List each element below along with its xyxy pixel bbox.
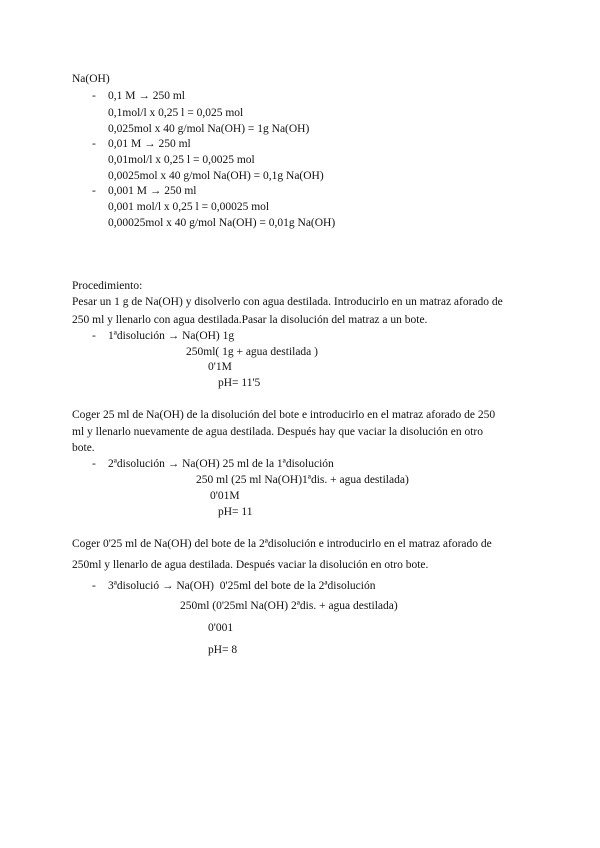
list-item-line: 0,01mol/l x 0,25 l = 0,0025 mol — [108, 154, 255, 166]
list-bullet: - — [92, 330, 96, 342]
dissolution-detail: 250ml (0'25ml Na(OH) 2ªdis. + agua destilada) — [180, 600, 398, 612]
paragraph-line: 250 ml y llenarlo con agua destilada.Pasar la disolución del matraz a un bote. — [72, 314, 428, 326]
ph-value: pH= 8 — [208, 644, 238, 656]
ph-value: pH= 11'5 — [218, 377, 261, 389]
list-bullet: - — [92, 90, 96, 102]
list-bullet: - — [92, 580, 96, 592]
procedure-title: Procedimiento: — [72, 280, 143, 292]
dissolution-detail: 250ml( 1g + agua destilada ) — [186, 346, 318, 358]
paragraph-line: ml y llenarlo nuevamente de agua destilada. Después hay que vaciar la disolución en otro — [72, 426, 483, 438]
ph-value: pH= 11 — [218, 506, 253, 518]
paragraph-line: Coger 0'25 ml de Na(OH) del bote de la 2ªdisolución e introducirlo en el matraz aforado de — [72, 538, 492, 550]
dissolution-title: 3ªdisolució → Na(OH) 0'25ml del bote de la 2ªdisolución — [108, 580, 376, 592]
dissolution-title: 1ªdisolución → Na(OH) 1g — [108, 330, 235, 342]
concentration-value: 0'1M — [208, 361, 232, 373]
dissolution-title: 2ªdisolución → Na(OH) 25 ml de la 1ªdisolución — [108, 458, 334, 470]
dissolution-detail: 250 ml (25 ml Na(OH)1ªdis. + agua destilada) — [196, 474, 409, 486]
list-item-line: 0,001 mol/l x 0,25 l = 0,00025 mol — [108, 201, 270, 213]
list-item-title: 0,01 M → 250 ml — [108, 138, 191, 150]
list-item-line: 0,0025mol x 40 g/mol Na(OH) = 0,1g Na(OH) — [108, 170, 324, 182]
paragraph-line: 250ml y llenarlo de agua destilada. Después vaciar la disolución en otro bote. — [72, 559, 429, 571]
list-bullet: - — [92, 458, 96, 470]
list-item-line: 0,00025mol x 40 g/mol Na(OH) = 0,01g Na(OH) — [108, 217, 336, 229]
paragraph-line: Pesar un 1 g de Na(OH) y disolverlo con agua destilada. Introducirlo en un matraz aforado de — [72, 296, 503, 308]
list-item-title: 0,001 M → 250 ml — [108, 185, 197, 197]
list-item-title: 0,1 M → 250 ml — [108, 90, 185, 102]
list-bullet: - — [92, 138, 96, 150]
list-item-line: 0,025mol x 40 g/mol Na(OH) = 1g Na(OH) — [108, 123, 310, 135]
concentration-value: 0'01M — [210, 490, 240, 502]
heading: Na(OH) — [72, 73, 110, 85]
list-item-line: 0,1mol/l x 0,25 l = 0,025 mol — [108, 107, 244, 119]
list-bullet: - — [92, 185, 96, 197]
concentration-value: 0'001 — [208, 622, 234, 634]
paragraph-line: bote. — [72, 442, 95, 454]
paragraph-line: Coger 25 ml de Na(OH) de la disolución del bote e introducirlo en el matraz aforado de 250 — [72, 409, 496, 421]
